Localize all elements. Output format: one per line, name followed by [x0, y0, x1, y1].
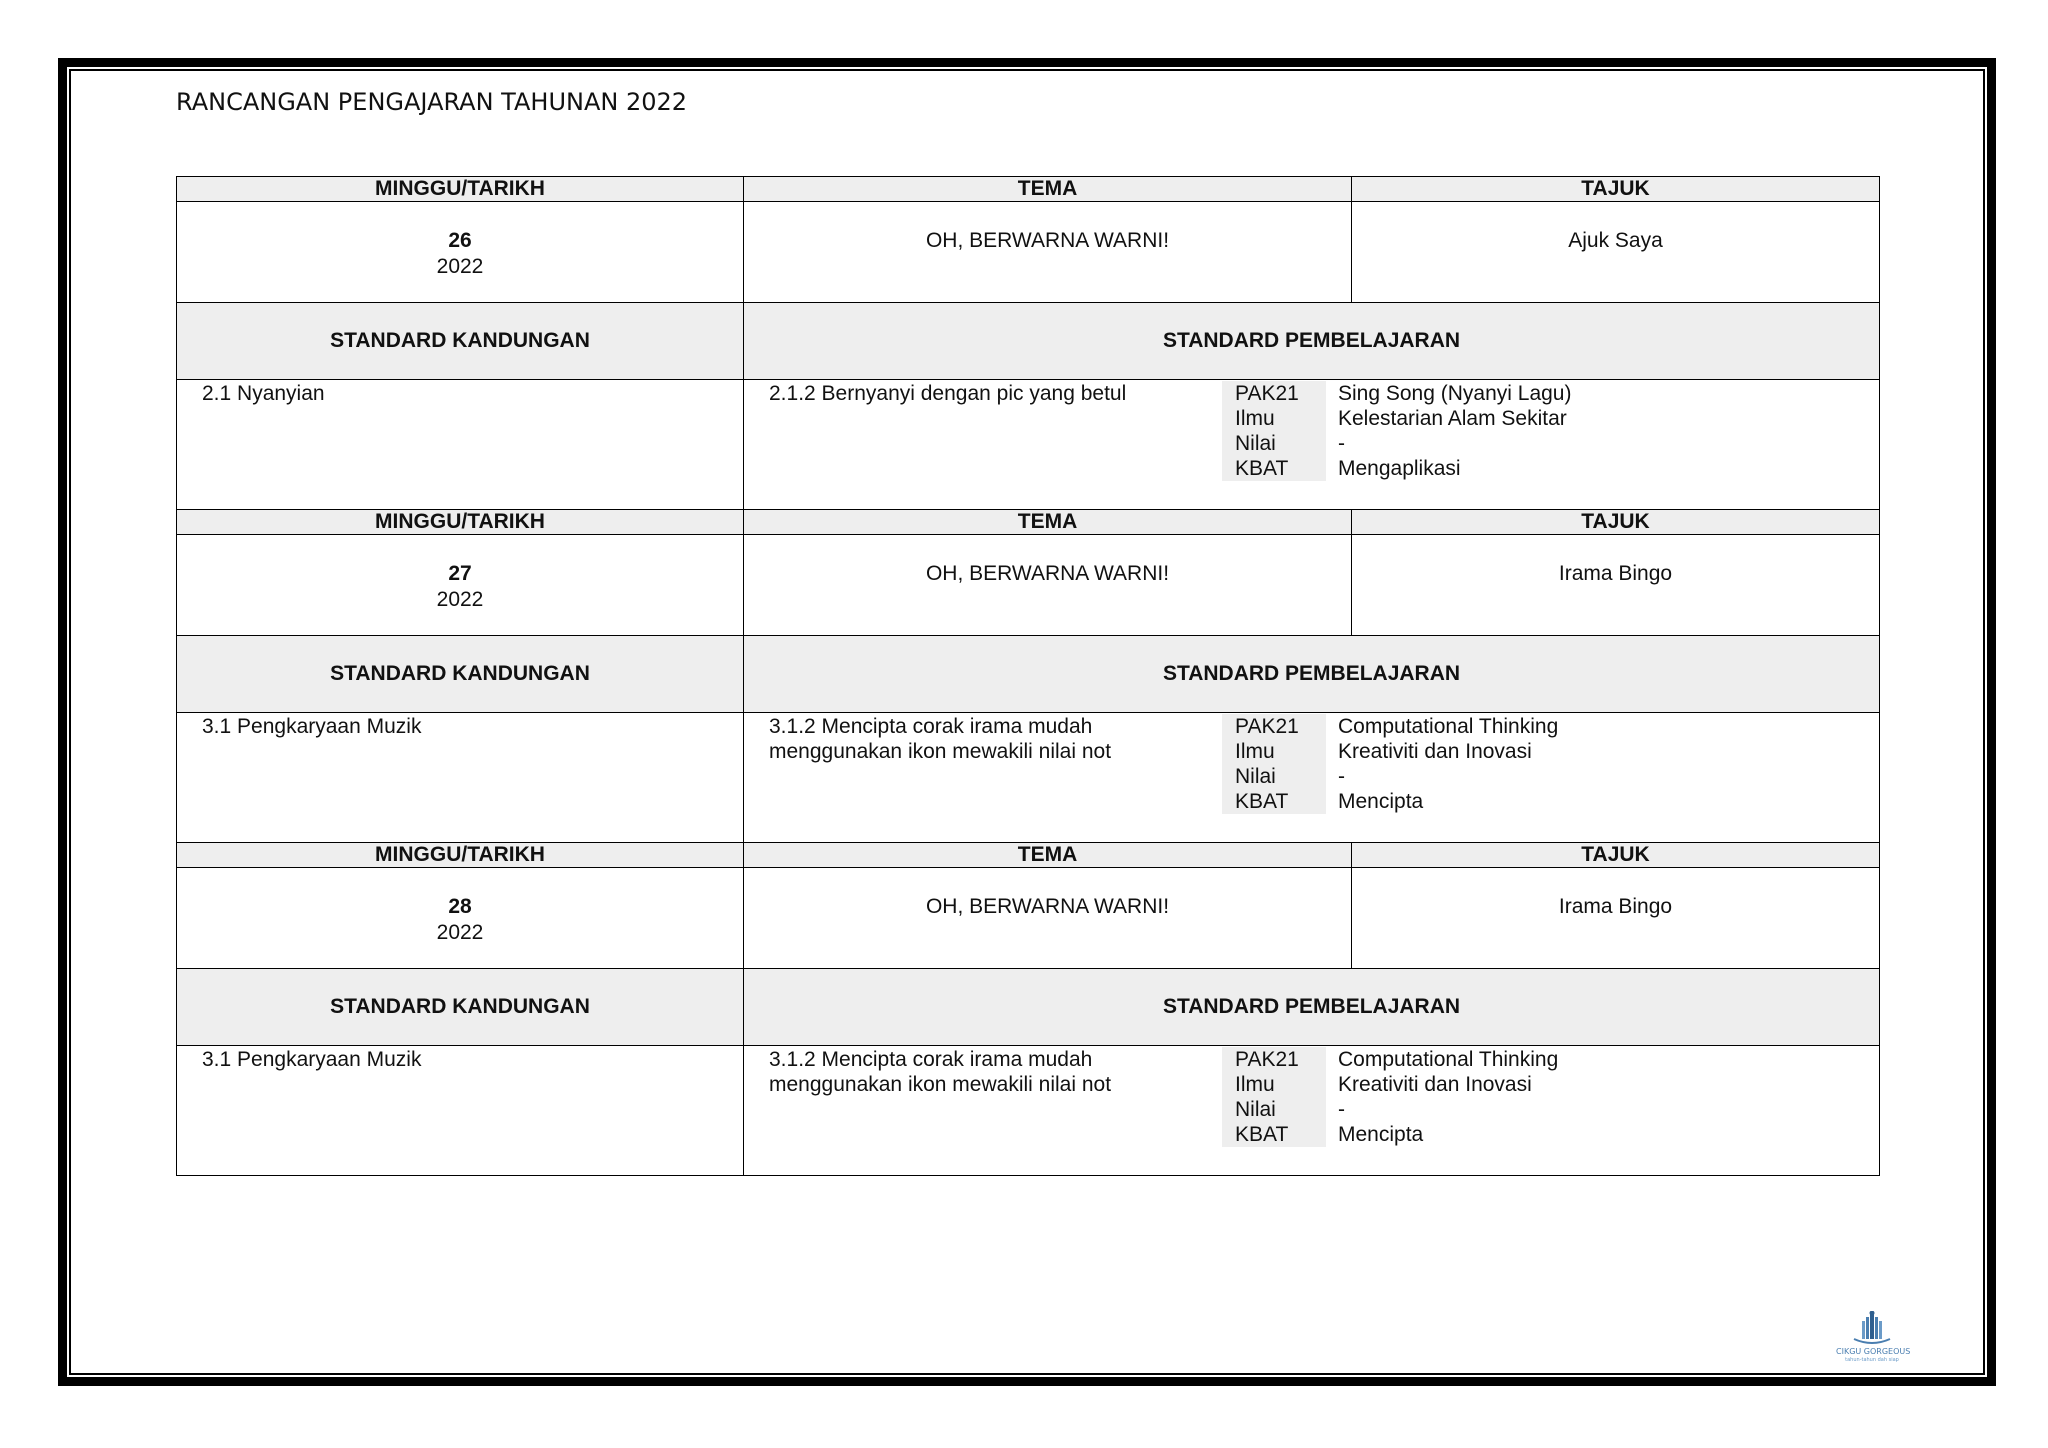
attribute-value: Kreativiti dan Inovasi: [1338, 1073, 1532, 1096]
minggu-header: MINGGU/TARIKH: [177, 843, 744, 868]
week-header-row: [177, 843, 1880, 868]
standards-header-row: [177, 303, 1880, 380]
standard-kandungan-value: 3.1 Pengkaryaan Muzik: [202, 1048, 422, 1071]
standard-kandungan-header: STANDARD KANDUNGAN: [177, 636, 744, 713]
books-logo-icon: [1836, 1311, 1908, 1345]
attribute-values: [1326, 1047, 1879, 1147]
tema-value: OH, BERWARNA WARNI!: [925, 895, 1170, 918]
tajuk-cell: [1352, 535, 1880, 636]
attribute-value: Mengaplikasi: [1338, 457, 1461, 480]
attribute-value: Computational Thinking: [1338, 715, 1559, 738]
attribute-label: KBAT: [1235, 457, 1289, 480]
attribute-label: Ilmu: [1235, 407, 1275, 430]
standard-pembelajaran-line: 3.1.2 Mencipta corak irama mudah: [769, 715, 1093, 738]
attribute-label: KBAT: [1235, 1123, 1289, 1146]
week-number: 27: [448, 562, 472, 585]
minggu-header: MINGGU/TARIKH: [177, 510, 744, 535]
week-header-row: [177, 177, 1880, 202]
brand-logo: [1836, 1311, 1911, 1367]
attribute-labels: [1222, 714, 1326, 814]
tajuk-header: TAJUK: [1352, 510, 1880, 535]
standard-pembelajaran-content: [744, 380, 1879, 481]
standard-pembelajaran-cell: [744, 380, 1880, 510]
week-info-row: [177, 535, 1880, 636]
standard-pembelajaran-header: STANDARD PEMBELAJARAN: [744, 969, 1880, 1046]
week-date-cell: [177, 202, 744, 303]
tema-cell: [744, 202, 1352, 303]
standard-pembelajaran-line: 2.1.2 Bernyanyi dengan pic yang betul: [769, 382, 1127, 405]
attribute-value: Sing Song (Nyanyi Lagu): [1338, 382, 1572, 405]
week-info-row: [177, 868, 1880, 969]
week-header-row: [177, 510, 1880, 535]
attribute-values: [1326, 381, 1879, 481]
attribute-label: PAK21: [1235, 382, 1299, 405]
attribute-label: Nilai: [1235, 1098, 1276, 1121]
attribute-value: -: [1338, 1098, 1345, 1121]
tajuk-cell: [1352, 868, 1880, 969]
attribute-label: Nilai: [1235, 432, 1276, 455]
standards-content-row: [177, 713, 1880, 843]
attribute-label: PAK21: [1235, 1048, 1299, 1071]
attribute-labels: [1222, 381, 1326, 481]
tajuk-value: Irama Bingo: [1558, 895, 1673, 918]
attribute-label: Ilmu: [1235, 1073, 1275, 1096]
tema-header: TEMA: [744, 177, 1352, 202]
standard-pembelajaran-text: [744, 381, 1222, 481]
standard-pembelajaran-header: STANDARD PEMBELAJARAN: [744, 636, 1880, 713]
attribute-value: Computational Thinking: [1338, 1048, 1559, 1071]
standard-pembelajaran-header: STANDARD PEMBELAJARAN: [744, 303, 1880, 380]
standards-content-row: [177, 1046, 1880, 1176]
standard-kandungan-cell: [177, 1046, 744, 1176]
document-title: RANCANGAN PENGAJARAN TAHUNAN 2022: [176, 88, 688, 116]
attribute-values: [1326, 714, 1879, 814]
tajuk-cell: [1352, 202, 1880, 303]
attribute-labels: [1222, 1047, 1326, 1147]
standard-pembelajaran-line: menggunakan ikon mewakili nilai not: [769, 740, 1112, 763]
tema-header: TEMA: [744, 510, 1352, 535]
tema-value: OH, BERWARNA WARNI!: [925, 562, 1170, 585]
attribute-value: -: [1338, 765, 1345, 788]
standard-pembelajaran-text: [744, 1047, 1222, 1147]
logo-tagline: tahun-tahun dah siap: [1845, 1357, 1899, 1363]
standard-kandungan-value: 3.1 Pengkaryaan Muzik: [202, 715, 422, 738]
standard-pembelajaran-cell: [744, 1046, 1880, 1176]
standard-kandungan-header: STANDARD KANDUNGAN: [177, 303, 744, 380]
attribute-label: PAK21: [1235, 715, 1299, 738]
tajuk-header: TAJUK: [1352, 843, 1880, 868]
standard-pembelajaran-text: [744, 714, 1222, 814]
attribute-value: Mencipta: [1338, 790, 1424, 813]
tema-cell: [744, 535, 1352, 636]
attribute-value: Kreativiti dan Inovasi: [1338, 740, 1532, 763]
week-date-cell: [177, 535, 744, 636]
tema-value: OH, BERWARNA WARNI!: [925, 229, 1170, 252]
standard-kandungan-value: 2.1 Nyanyian: [202, 382, 325, 405]
week-number: 26: [448, 229, 472, 252]
standard-pembelajaran-line: menggunakan ikon mewakili nilai not: [769, 1073, 1112, 1096]
standards-header-row: [177, 636, 1880, 713]
week-number: 28: [448, 895, 472, 918]
standard-kandungan-header: STANDARD KANDUNGAN: [177, 969, 744, 1046]
tajuk-value: Ajuk Saya: [1568, 229, 1663, 252]
tema-header: TEMA: [744, 843, 1352, 868]
attribute-value: Kelestarian Alam Sekitar: [1338, 407, 1567, 430]
standard-pembelajaran-line: 3.1.2 Mencipta corak irama mudah: [769, 1048, 1093, 1071]
standard-pembelajaran-content: [744, 713, 1879, 814]
standards-content-row: [177, 380, 1880, 510]
tajuk-header: TAJUK: [1352, 177, 1880, 202]
tema-cell: [744, 868, 1352, 969]
attribute-label: Ilmu: [1235, 740, 1275, 763]
week-year: 2022: [436, 921, 484, 944]
standard-kandungan-cell: [177, 713, 744, 843]
standards-header-row: [177, 969, 1880, 1046]
lesson-plan-table: [176, 176, 1880, 1176]
week-date-cell: [177, 868, 744, 969]
attribute-value: -: [1338, 432, 1345, 455]
attribute-label: KBAT: [1235, 790, 1289, 813]
week-year: 2022: [436, 588, 484, 611]
standard-pembelajaran-cell: [744, 713, 1880, 843]
attribute-label: Nilai: [1235, 765, 1276, 788]
tajuk-value: Irama Bingo: [1558, 562, 1673, 585]
attribute-value: Mencipta: [1338, 1123, 1424, 1146]
standard-kandungan-cell: [177, 380, 744, 510]
standard-pembelajaran-content: [744, 1046, 1879, 1147]
minggu-header: MINGGU/TARIKH: [177, 177, 744, 202]
week-year: 2022: [436, 255, 484, 278]
week-info-row: [177, 202, 1880, 303]
logo-brand-name: CIKGU GORGEOUS: [1836, 1347, 1911, 1356]
